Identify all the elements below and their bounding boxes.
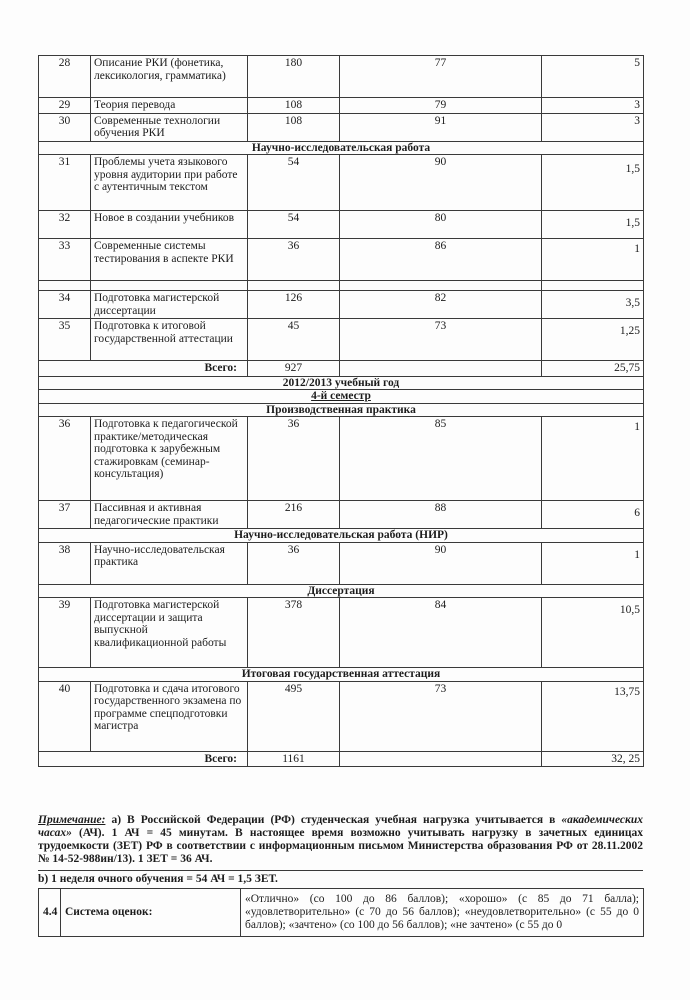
row-number: 30: [39, 113, 91, 141]
year-title: 2012/2013 учебный год: [39, 376, 644, 390]
total-label: Всего:: [39, 361, 248, 377]
table-row: [39, 113, 644, 141]
discipline-name: Современные системы тестирования в аспекте РКИ: [91, 239, 248, 281]
hours-cell: 216: [248, 501, 340, 529]
zet-cell: 13,75: [542, 681, 644, 751]
section-title: Диссертация: [39, 584, 644, 598]
table-row: [39, 319, 644, 361]
table-row: [39, 291, 644, 319]
section-header: [39, 403, 644, 417]
percent-cell: 86: [340, 239, 542, 281]
table-row: [39, 501, 644, 529]
table-row: [39, 417, 644, 501]
hours-cell: 495: [248, 681, 340, 751]
percent-cell: 84: [340, 598, 542, 668]
zet-cell: 6: [542, 501, 644, 529]
discipline-name: Современные технологии обучения РКИ: [91, 113, 248, 141]
section-header: [39, 668, 644, 682]
total-row: [39, 751, 644, 767]
blank-row: [39, 281, 644, 291]
row-number: 37: [39, 501, 91, 529]
hours-cell: 36: [248, 239, 340, 281]
note-label: Примечание:: [38, 814, 106, 826]
percent-cell: 90: [340, 155, 542, 211]
zet-cell: 3,5: [542, 291, 644, 319]
table-row: [39, 598, 644, 668]
percent-cell: 80: [340, 211, 542, 239]
percent-cell: 82: [340, 291, 542, 319]
year-header: [39, 376, 644, 390]
curriculum-table: [38, 55, 644, 767]
percent-cell: 77: [340, 56, 542, 98]
discipline-name: Подготовка к педагогической практике/методическая подготовка к зарубежным стажировкам (семинар-консультация): [91, 417, 248, 501]
zet-cell: 1: [542, 417, 644, 501]
section-title: Научно-исследовательская работа (НИР): [39, 529, 644, 543]
discipline-name: Теория перевода: [91, 98, 248, 114]
note-part-a: а) В Российской Федерации (РФ) студенческая учебная нагрузка учитывается в: [105, 814, 562, 826]
grading-row: [39, 889, 644, 937]
hours-cell: 45: [248, 319, 340, 361]
semester-header: [39, 390, 644, 404]
total-zet: 32, 25: [542, 751, 644, 767]
zet-cell: 5: [542, 56, 644, 98]
total-hours: 1161: [248, 751, 340, 767]
percent-cell: 73: [340, 681, 542, 751]
percent-cell: 85: [340, 417, 542, 501]
table-row: [39, 56, 644, 98]
note-academic-hours: «академических часах»: [38, 814, 643, 839]
row-number: 36: [39, 417, 91, 501]
row-number: 33: [39, 239, 91, 281]
zet-cell: 10,5: [542, 598, 644, 668]
zet-cell: 1,5: [542, 211, 644, 239]
discipline-name: Подготовка и сдача итогового государственного экзамена по программе спецподготовки магистра: [91, 681, 248, 751]
hours-cell: 36: [248, 542, 340, 584]
table-row: [39, 681, 644, 751]
footnote: [38, 814, 643, 866]
row-number: 28: [39, 56, 91, 98]
note-part-b: (АЧ). 1 АЧ = 45 минутам. В настоящее время возможно учитывать нагрузку в зачетных единицах трудоемкости (ЗЕТ) РФ в соответствии с информационным письмом Министерства образования РФ от 28.11.2002 № 14-52-988ин/13). 1 ЗЕТ = 36 АЧ.: [38, 827, 643, 865]
percent-cell: 91: [340, 113, 542, 141]
discipline-name: Новое в создании учебников: [91, 211, 248, 239]
discipline-name: Подготовка к итоговой государственной аттестации: [91, 319, 248, 361]
percent-cell: 79: [340, 98, 542, 114]
row-number: 40: [39, 681, 91, 751]
row-number: 32: [39, 211, 91, 239]
grading-description: «Отлично» (со 100 до 86 баллов); «хорошо» (с 85 до 71 балла); «удовлетворительно» (с 70 до 56 баллов); «неудовлетворительно» (с 55 до 0 баллов); «зачтено» (со 100 до 56 баллов); «не зачтено» (с 55 до 0: [241, 889, 644, 937]
row-number: 34: [39, 291, 91, 319]
total-label: Всего:: [39, 751, 248, 767]
percent-cell: 88: [340, 501, 542, 529]
row-number: 39: [39, 598, 91, 668]
hours-cell: 108: [248, 113, 340, 141]
row-number: 31: [39, 155, 91, 211]
percent-cell: 90: [340, 542, 542, 584]
zet-cell: 3: [542, 98, 644, 114]
section-number: 4.4: [39, 889, 61, 937]
hours-cell: 126: [248, 291, 340, 319]
zet-cell: 1: [542, 239, 644, 281]
zet-cell: 3: [542, 113, 644, 141]
section-header: [39, 584, 644, 598]
semester-title: 4-й семестр: [39, 390, 644, 404]
discipline-name: Пассивная и активная педагогические практики: [91, 501, 248, 529]
total-hours: 927: [248, 361, 340, 377]
zet-cell: 1,5: [542, 155, 644, 211]
zet-cell: 1: [542, 542, 644, 584]
discipline-name: Подготовка магистерской диссертации и защита выпускной квалификационной работы: [91, 598, 248, 668]
hours-cell: 180: [248, 56, 340, 98]
total-zet: 25,75: [542, 361, 644, 377]
table-row: [39, 211, 644, 239]
section-header: [39, 529, 644, 543]
discipline-name: Проблемы учета языкового уровня аудитории при работе с аутентичным текстом: [91, 155, 248, 211]
table-row: [39, 542, 644, 584]
total-row: [39, 361, 644, 377]
discipline-name: Научно-исследовательская практика: [91, 542, 248, 584]
discipline-name: Описание РКИ (фонетика, лексикология, грамматика): [91, 56, 248, 98]
discipline-name: Подготовка магистерской диссертации: [91, 291, 248, 319]
table-row: [39, 98, 644, 114]
row-number: 35: [39, 319, 91, 361]
grading-label: Система оценок:: [61, 889, 241, 937]
percent-cell: 73: [340, 319, 542, 361]
table-row: [39, 239, 644, 281]
hours-cell: 54: [248, 211, 340, 239]
hours-cell: 108: [248, 98, 340, 114]
hours-cell: 378: [248, 598, 340, 668]
section-title: Научно-исследовательская работа: [39, 141, 644, 155]
grading-table: [38, 888, 644, 937]
row-number: 29: [39, 98, 91, 114]
row-number: 38: [39, 542, 91, 584]
hours-cell: 36: [248, 417, 340, 501]
section-title: Итоговая государственная аттестация: [39, 668, 644, 682]
week-note: b) 1 неделя очного обучения = 54 АЧ = 1,5 ЗЕТ.: [38, 870, 643, 885]
section-header: [39, 141, 644, 155]
table-row: [39, 155, 644, 211]
zet-cell: 1,25: [542, 319, 644, 361]
hours-cell: 54: [248, 155, 340, 211]
section-title: Производственная практика: [39, 403, 644, 417]
